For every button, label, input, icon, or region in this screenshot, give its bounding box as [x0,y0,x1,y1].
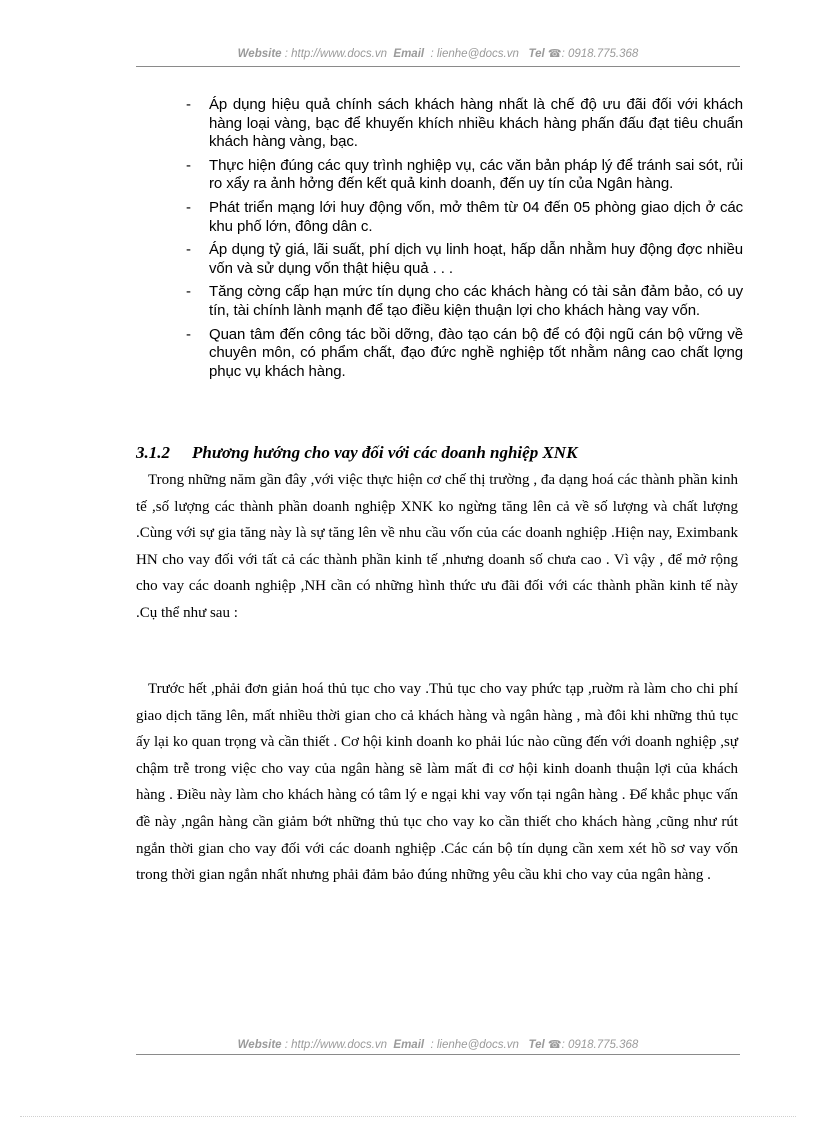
body-paragraph: Trước hết ,phải đơn giản hoá thủ tục cho vay .Thủ tục cho vay phức tạp ,ruờm rà làm cho chi phí giao dịch tăng lên, mất nhiều thời gian cho cả khách hàng và ngân hàng , mà đôi khi những thủ tục ấy lại ko quan trọng và cần thiết . Cơ hội kinh doanh ko phải lúc nào cũng đến với doanh nghiệp ,sự chậm trễ trong việc cho vay của ngân hàng sẽ làm mất đi cơ hội kinh doanh thuận lợi của khách hàng . Điều này làm cho khách hàng có tâm lý e ngại khi vay vốn tại ngân hàng . Để khắc phục vấn đề này ,ngân hàng cần giảm bớt những thủ tục cho vay ko cần thiết cho khách hàng ,cũng như rút ngắn thời gian cho vay đối với các doanh nghiệp .Các cán bộ tín dụng cần xem xét hồ sơ vay vốn trong thời gian ngắn nhất nhưng phải đảm bảo đúng những yêu cầu khi cho vay của ngân hàng . [136,681,738,884]
website-url: : http://www.docs.vn [284,1039,388,1051]
list-item [183,283,743,320]
page-header [136,47,740,60]
page-footer [136,1038,740,1051]
email-label: Email [393,48,425,60]
bullet-dash: - [186,198,191,216]
header-rule [136,66,740,67]
section-title-text: Phương hướng cho vay đối với các doanh nghiệp XNK [192,443,578,462]
list-item [183,199,743,236]
tel-label: Tel [528,48,545,60]
website-url: : http://www.docs.vn [284,48,388,60]
bullet-text: Thực hiện đúng các quy trình nghiệp vụ, các văn bản pháp lý để tránh sai sót, rủi ro xẩy ra ảnh hởng đến kết quả kinh doanh, đến uy tín của Ngân hàng. [209,156,743,193]
bullet-dash: - [186,156,191,174]
bullet-dash: - [186,96,191,113]
email-value: : lienhe@docs.vn [430,48,519,60]
list-item [183,157,743,194]
section-number: 3.1.2 [136,443,170,462]
email-value: : lienhe@docs.vn [430,1039,519,1051]
list-item [183,96,743,152]
email-label: Email [393,1039,425,1051]
footer-rule [136,1054,740,1055]
bullet-dash: - [186,325,191,343]
bullet-text: Áp dụng tỷ giá, lãi suất, phí dịch vụ linh hoạt, hấp dẫn nhằm huy động đợc nhiều vốn và sử dụng vốn thật hiệu quả . . . [209,241,743,277]
website-label: Website [237,1039,282,1051]
phone-icon: ☎ [547,48,562,60]
list-item [183,326,743,382]
list-item [183,241,743,278]
tel-value: : 0918.775.368 [561,1039,639,1051]
bullet-dash: - [186,241,191,259]
tel-label: Tel [528,1039,545,1051]
page-edge-divider [20,1116,796,1117]
bullet-text: Áp dụng hiệu quả chính sách khách hàng nhất là chế độ ưu đãi đối với khách hàng loại vàng, bạc để khuyến khích nhiều khách hàng phấn đấu đạt tiêu chuẩn khách hàng vàng, bạc. [209,96,743,151]
tel-value: : 0918.775.368 [561,48,639,60]
bullet-text: Quan tâm đến công tác bồi dỡng, đào tạo cán bộ để có đội ngũ cán bộ vững về chuyên môn, có phẩm chất, đạo đức nghề nghiệp tốt nhằm nâng cao chất lợng phục vụ khách hàng. [209,325,743,380]
bullet-dash: - [186,283,191,301]
bullet-text: Phát triển mạng lới huy động vốn, mở thêm từ 04 đến 05 phòng giao dịch ở các khu phố lớn, đông dân c. [209,198,743,235]
section-heading [136,443,736,463]
bullet-text: Tăng cờng cấp hạn mức tín dụng cho các khách hàng có tài sản đảm bảo, có uy tín, tài chính lành mạnh để tạo điều kiện thuận lợi cho khách hàng vay vốn. [209,283,743,319]
body-paragraph: Trong những năm gần đây ,với việc thực hiện cơ chế thị trường , đa dạng hoá các thành phần kinh tế ,số lượng các thành phần doanh nghiệp XNK ko ngừng tăng lên cả về số lượng và chất lượng .Cùng với sự gia tăng này là sự tăng lên về nhu cầu vốn của các doanh nghiệp .Hiện nay, Eximbank HN cho vay đối với tất cả các thành phần kinh tế ,nhưng doanh số chưa cao . Vì vậy , để mở rộng cho vay các doanh nghiệp ,NH cần có những hình thức ưu đãi đối với các thành phần kinh tế này .Cụ thể như sau : [136,472,738,621]
website-label: Website [237,48,282,60]
phone-icon: ☎ [547,1039,562,1051]
bullet-list [183,96,743,386]
